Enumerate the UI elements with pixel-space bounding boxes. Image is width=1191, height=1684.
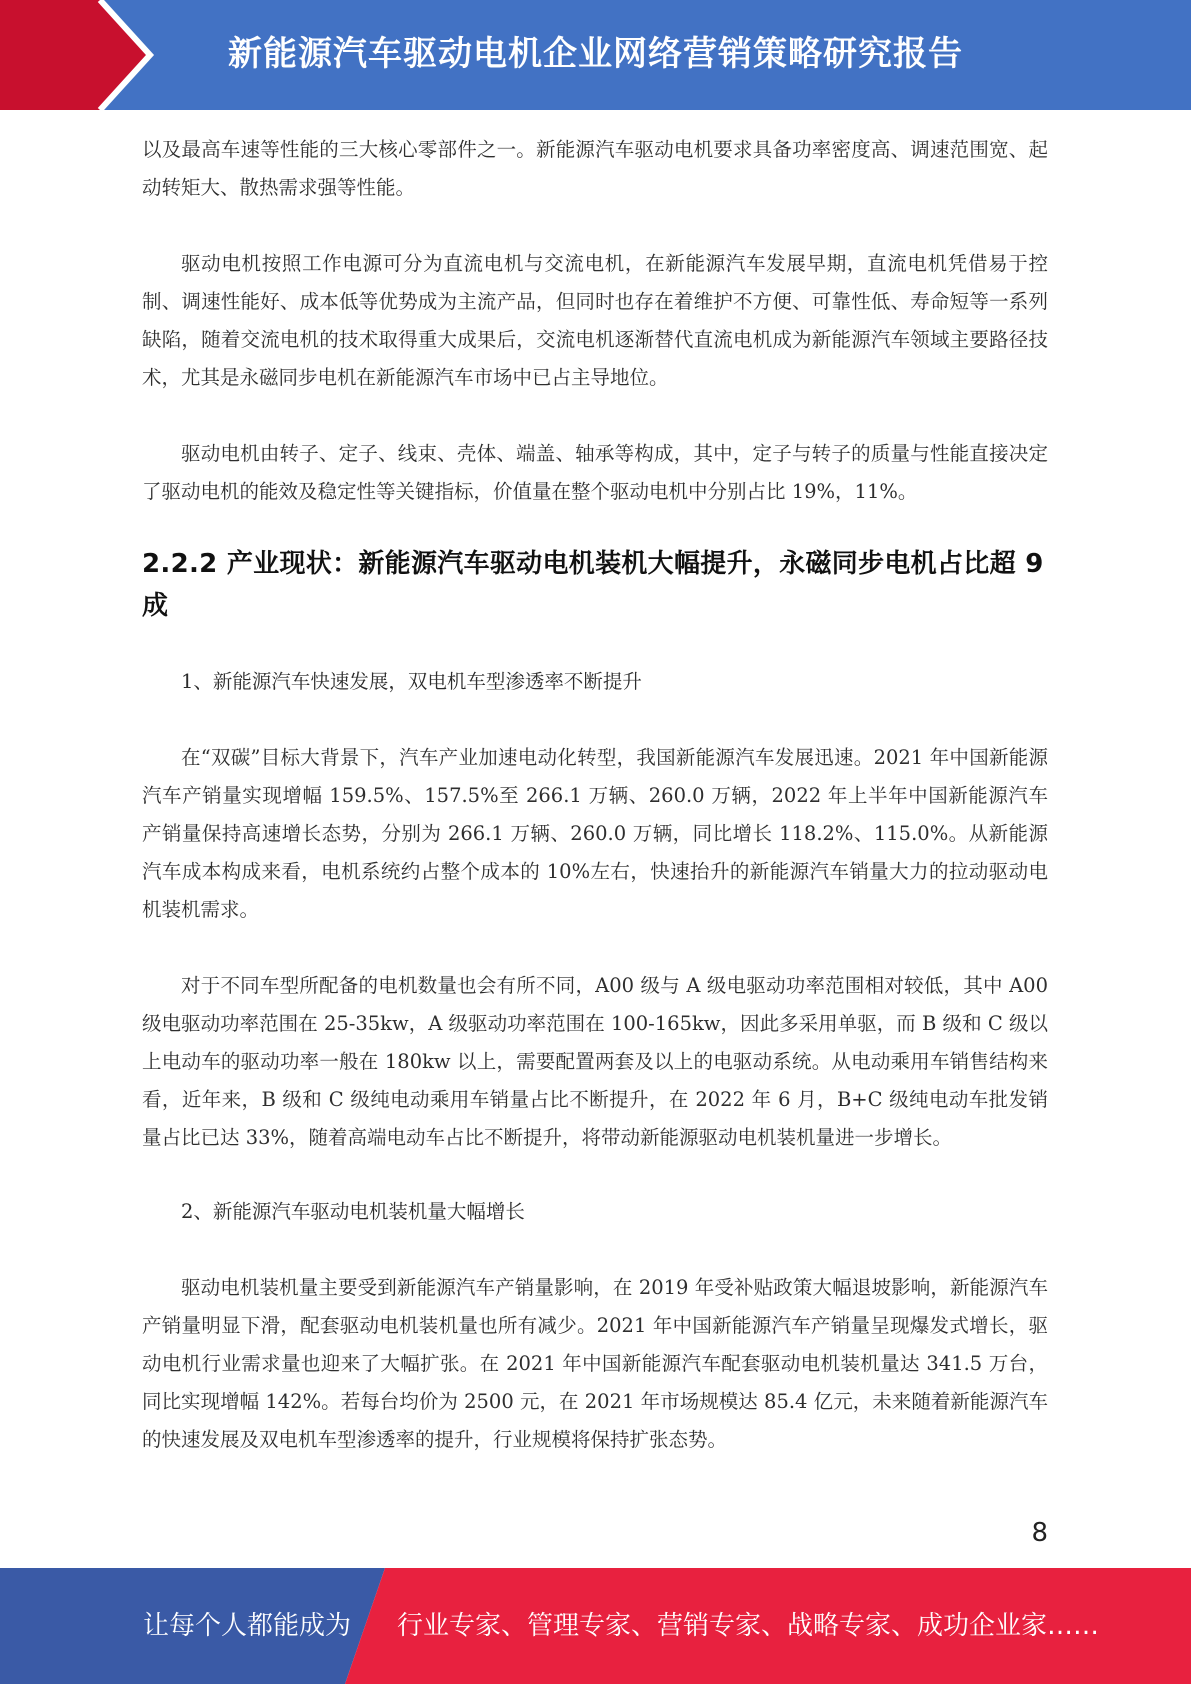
subsection-title-1: 1、新能源汽车快速发展，双电机车型渗透率不断提升 <box>181 670 642 693</box>
footer-slogan-right: 行业专家、管理专家、营销专家、战略专家、成功企业家…… <box>397 1611 1100 1641</box>
paragraph-motor-components: 驱动电机由转子、定子、线束、壳体、端盖、轴承等构成，其中，定子与转子的质量与性能直接决定了驱动电机的能效及稳定性等关键指标，价值量在整个驱动电机中分别占比 19%，11%。 <box>142 442 1048 503</box>
page-header <box>0 0 1191 110</box>
paragraph-intro-continued: 以及最高车速等性能的三大核心零部件之一。新能源汽车驱动电机要求具备功率密度高、调速范围宽、起动转矩大、散热需求强等性能。 <box>142 138 1048 199</box>
paragraph-motor-installations: 驱动电机装机量主要受到新能源汽车产销量影响，在 2019 年受补贴政策大幅退坡影响，新能源汽车产销量明显下滑，配套驱动电机装机量也所有减少。2021 年中国新能源汽车产销量呈现爆发式增长，驱动电机行业需求量也迎来了大幅扩张。在 2021 年中国新能源汽车配套驱动电机装机量达 341.5 万台，同比实现增幅 142%。若每台均价为 2500 元，在 2021 年市场规模达 85.4 亿元，未来随着新能源汽车的快速发展及双电机车型渗透率的提升，行业规模将保持扩张态势。 <box>142 1276 1048 1451</box>
paragraph-motor-by-vehicle-class: 对于不同车型所配备的电机数量也会有所不同，A00 级与 A 级电驱动功率范围相对较低，其中 A00 级电驱动功率范围在 25-35kw，A 级驱动功率范围在 100-165kw，因此多采用单驱，而 B 级和 C 级以上电动车的驱动功率一般在 180kw 以上，需要配置两套及以上的电驱动系统。从电动乘用车销售结构来看，近年来，B 级和 C 级纯电动乘用车销量占比不断提升，在 2022 年 6 月，B+C 级纯电动车批发销量占比已达 33%，随着高端电动车占比不断提升，将带动新能源驱动电机装机量进一步增长。 <box>142 974 1048 1149</box>
document-body <box>142 131 1048 1459</box>
header-chevron-decoration <box>0 0 170 110</box>
page-number: 8 <box>1031 1518 1048 1548</box>
paragraph-motor-types: 驱动电机按照工作电源可分为直流电机与交流电机，在新能源汽车发展早期，直流电机凭借易于控制、调速性能好、成本低等优势成为主流产品，但同时也存在着维护不方便、可靠性低、寿命短等一系列缺陷，随着交流电机的技术取得重大成果后，交流电机逐渐替代直流电机成为新能源汽车领域主要路径技术，尤其是永磁同步电机在新能源汽车市场中已占主导地位。 <box>142 252 1048 389</box>
paragraph-nev-growth: 在“双碳”目标大背景下，汽车产业加速电动化转型，我国新能源汽车发展迅速。2021 年中国新能源汽车产销量实现增幅 159.5%、157.5%至 266.1 万辆、260.0 万辆，2022 年上半年中国新能源汽车产销量保持高速增长态势，分别为 266.1 万辆、260.0 万辆，同比增长 118.2%、115.0%。从新能源汽车成本构成来看，电机系统约占整个成本的 10%左右，快速抬升的新能源汽车销量大力的拉动驱动电机装机需求。 <box>142 746 1048 921</box>
footer-slogan-left: 让每个人都能成为 <box>143 1611 352 1641</box>
report-title: 新能源汽车驱动电机企业网络营销策略研究报告 <box>228 34 963 74</box>
subsection-title-2: 2、新能源汽车驱动电机装机量大幅增长 <box>181 1200 525 1223</box>
section-heading: 2.2.2 产业现状：新能源汽车驱动电机装机大幅提升，永磁同步电机占比超 9 成 <box>142 549 1044 621</box>
header-red-chevron <box>0 0 150 110</box>
page-footer <box>0 1568 1191 1684</box>
